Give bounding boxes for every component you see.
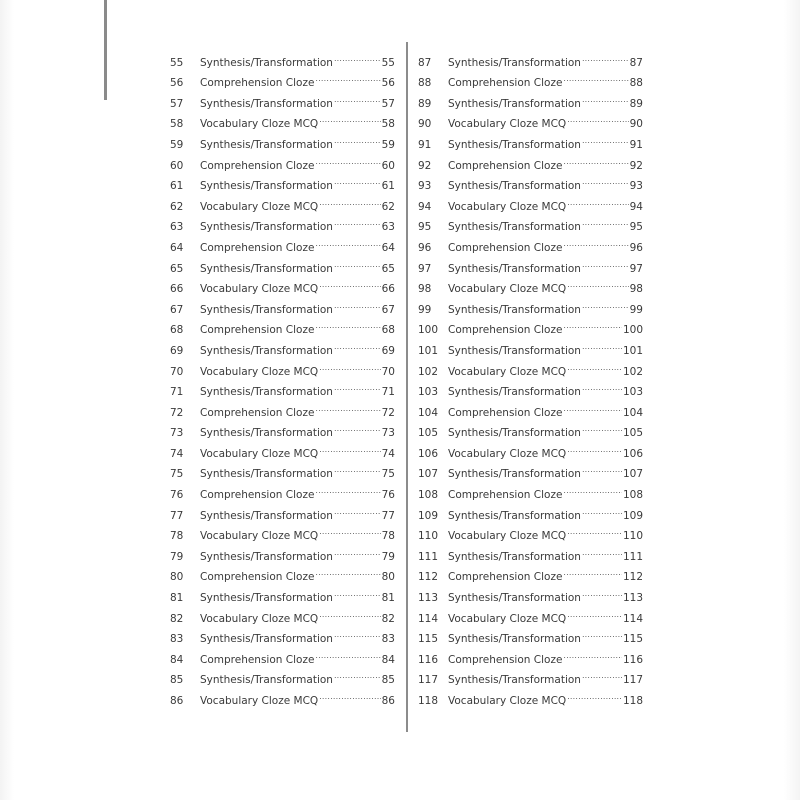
entry-number: 80 (170, 571, 184, 584)
entry-page-number: 112 (622, 571, 643, 584)
dot-leader (582, 251, 629, 272)
entry-number: 64 (170, 241, 184, 254)
entry-page-number: 95 (629, 221, 643, 234)
entry-page-number: 72 (381, 406, 395, 419)
dot-leader (582, 663, 622, 684)
entry-title: Synthesis/Transformation (448, 592, 581, 605)
entry-title: Synthesis/Transformation (448, 550, 581, 563)
entry-title: Synthesis/Transformation (448, 262, 581, 275)
entry-title: Synthesis/Transformation (448, 56, 581, 69)
entry-title: Vocabulary Cloze MCQ (200, 695, 319, 707)
entry-title: Comprehension Cloze (448, 489, 563, 502)
dot-leader (334, 333, 381, 354)
entry-page-number: 104 (622, 406, 643, 419)
entry-page-number: 84 (381, 653, 395, 666)
entry-page-number: 113 (622, 592, 643, 605)
dot-leader (567, 354, 622, 375)
dot-leader (567, 272, 628, 293)
entry-page-number: 74 (381, 447, 395, 460)
entry-number: 106 (418, 447, 439, 460)
entry-page-number: 57 (381, 97, 395, 110)
dot-leader (563, 313, 622, 334)
entry-title: Vocabulary Cloze MCQ (200, 530, 319, 543)
entry-page-number: 92 (629, 159, 643, 172)
entry-number: 94 (418, 200, 432, 213)
dot-leader (334, 539, 381, 560)
entry-page-number: 98 (629, 283, 643, 296)
entry-title: Comprehension Cloze (200, 77, 315, 90)
entry-page-number: 81 (381, 592, 395, 605)
entry-title: Synthesis/Transformation (448, 468, 581, 481)
entry-page-number: 86 (381, 695, 395, 707)
entry-title: Comprehension Cloze (200, 159, 315, 172)
entry-page-number: 61 (381, 180, 395, 193)
entry-page-number: 90 (629, 118, 643, 131)
entry-page-number: 108 (622, 489, 643, 502)
entry-title: Synthesis/Transformation (200, 97, 333, 110)
entry-title: Synthesis/Transformation (200, 56, 333, 69)
dot-leader (334, 498, 381, 519)
entry-page-number: 73 (381, 427, 395, 440)
entry-title: Synthesis/Transformation (200, 509, 333, 522)
entry-title: Synthesis/Transformation (448, 509, 581, 522)
entry-page-number: 89 (629, 97, 643, 110)
dot-leader (334, 169, 381, 190)
dot-leader (334, 375, 381, 396)
entry-page-number: 88 (629, 77, 643, 90)
entry-page-number: 117 (622, 674, 643, 687)
entry-title: Vocabulary Cloze MCQ (200, 283, 319, 296)
dot-leader (334, 251, 381, 272)
entry-number: 112 (418, 571, 439, 584)
entry-number: 66 (170, 283, 184, 296)
entry-title: Synthesis/Transformation (448, 180, 581, 193)
toc-right-column (418, 45, 643, 707)
entry-number: 77 (170, 509, 184, 522)
entry-title: Synthesis/Transformation (448, 674, 581, 687)
entry-number: 57 (170, 97, 184, 110)
dot-leader (319, 683, 380, 704)
entry-number: 76 (170, 489, 184, 502)
dot-leader (567, 107, 628, 128)
entry-number: 109 (418, 509, 439, 522)
entry-number: 116 (418, 653, 439, 666)
dot-leader (582, 580, 622, 601)
dot-leader (315, 477, 380, 498)
entry-title: Synthesis/Transformation (200, 386, 333, 399)
entry-title: Comprehension Cloze (448, 653, 563, 666)
entry-page-number: 93 (629, 180, 643, 193)
dot-leader (334, 127, 381, 148)
dot-leader (563, 477, 622, 498)
entry-title: Vocabulary Cloze MCQ (448, 283, 567, 296)
entry-page-number: 114 (622, 612, 643, 625)
entry-number: 108 (418, 489, 439, 502)
entry-number: 114 (418, 612, 439, 625)
entry-page-number: 79 (381, 550, 395, 563)
entry-number: 107 (418, 468, 439, 481)
entry-title: Synthesis/Transformation (200, 468, 333, 481)
entry-title: Synthesis/Transformation (200, 550, 333, 563)
entry-title: Vocabulary Cloze MCQ (448, 447, 567, 460)
entry-number: 87 (418, 56, 432, 69)
entry-page-number: 78 (381, 530, 395, 543)
entry-page-number: 65 (381, 262, 395, 275)
entry-number: 96 (418, 241, 432, 254)
dot-leader (582, 45, 629, 66)
dot-leader (334, 622, 381, 643)
dot-leader (582, 457, 622, 478)
dot-leader (563, 560, 622, 581)
entry-page-number: 87 (629, 56, 643, 69)
entry-title: Vocabulary Cloze MCQ (448, 530, 567, 543)
entry-title: Vocabulary Cloze MCQ (448, 200, 567, 213)
entry-title: Vocabulary Cloze MCQ (200, 612, 319, 625)
entry-number: 70 (170, 365, 184, 378)
entry-number: 59 (170, 138, 184, 151)
dot-leader (563, 66, 628, 87)
dot-leader (319, 436, 380, 457)
entry-number: 92 (418, 159, 432, 172)
entry-page-number: 107 (622, 468, 643, 481)
entry-title: Synthesis/Transformation (200, 303, 333, 316)
dot-leader (315, 642, 380, 663)
entry-title: Synthesis/Transformation (200, 674, 333, 687)
entry-number: 60 (170, 159, 184, 172)
dot-leader (315, 148, 380, 169)
entry-number: 104 (418, 406, 439, 419)
dot-leader (334, 457, 381, 478)
entry-page-number: 116 (622, 653, 643, 666)
entry-title: Synthesis/Transformation (448, 386, 581, 399)
entry-title: Vocabulary Cloze MCQ (448, 612, 567, 625)
entry-number: 91 (418, 138, 432, 151)
dot-leader (334, 416, 381, 437)
dot-leader (582, 86, 629, 107)
entry-number: 71 (170, 386, 184, 399)
entry-page-number: 66 (381, 283, 395, 296)
entry-title: Synthesis/Transformation (448, 633, 581, 646)
binding-edge-mark (104, 0, 107, 100)
entry-title: Comprehension Cloze (448, 406, 563, 419)
entry-page-number: 63 (381, 221, 395, 234)
entry-title: Comprehension Cloze (448, 571, 563, 584)
entry-number: 73 (170, 427, 184, 440)
entry-page-number: 91 (629, 138, 643, 151)
entry-number: 113 (418, 592, 439, 605)
dot-leader (319, 601, 380, 622)
entry-page-number: 99 (629, 303, 643, 316)
entry-number: 56 (170, 77, 184, 90)
entry-title: Synthesis/Transformation (448, 303, 581, 316)
entry-page-number: 110 (622, 530, 643, 543)
entry-number: 81 (170, 592, 184, 605)
entry-number: 89 (418, 97, 432, 110)
entry-title: Synthesis/Transformation (448, 344, 581, 357)
entry-title: Vocabulary Cloze MCQ (200, 200, 319, 213)
entry-page-number: 82 (381, 612, 395, 625)
entry-title: Synthesis/Transformation (200, 221, 333, 234)
entry-page-number: 70 (381, 365, 395, 378)
dot-leader (567, 601, 622, 622)
entry-number: 102 (418, 365, 439, 378)
entry-page-number: 102 (622, 365, 643, 378)
entry-number: 118 (418, 695, 439, 707)
entry-title: Vocabulary Cloze MCQ (200, 118, 319, 131)
entry-number: 90 (418, 118, 432, 131)
entry-page-number: 101 (622, 344, 643, 357)
dot-leader (319, 107, 380, 128)
entry-number: 103 (418, 386, 439, 399)
entry-title: Synthesis/Transformation (448, 221, 581, 234)
dot-leader (319, 189, 380, 210)
dot-leader (334, 292, 381, 313)
entry-number: 111 (418, 550, 439, 563)
entry-title: Synthesis/Transformation (200, 138, 333, 151)
entry-number: 58 (170, 118, 184, 131)
dot-leader (567, 519, 622, 540)
entry-number: 98 (418, 283, 432, 296)
entry-number: 86 (170, 695, 184, 707)
entry-page-number: 67 (381, 303, 395, 316)
dot-leader (582, 292, 629, 313)
entry-page-number: 115 (622, 633, 643, 646)
toc-entry (418, 45, 643, 69)
dot-leader (582, 127, 629, 148)
dot-leader (567, 683, 622, 704)
entry-title: Synthesis/Transformation (200, 427, 333, 440)
entry-number: 74 (170, 447, 184, 460)
entry-number: 65 (170, 262, 184, 275)
entry-title: Vocabulary Cloze MCQ (448, 365, 567, 378)
entry-title: Comprehension Cloze (200, 571, 315, 584)
entry-page-number: 96 (629, 241, 643, 254)
dot-leader (334, 45, 381, 66)
entry-page-number: 62 (381, 200, 395, 213)
dot-leader (582, 416, 622, 437)
entry-page-number: 83 (381, 633, 395, 646)
entry-page-number: 109 (622, 509, 643, 522)
entry-page-number: 80 (381, 571, 395, 584)
dot-leader (563, 148, 628, 169)
entry-title: Comprehension Cloze (200, 489, 315, 502)
entry-page-number: 64 (381, 241, 395, 254)
entry-title: Synthesis/Transformation (200, 262, 333, 275)
entry-title: Synthesis/Transformation (448, 97, 581, 110)
entry-number: 78 (170, 530, 184, 543)
entry-title: Synthesis/Transformation (448, 427, 581, 440)
dot-leader (563, 642, 622, 663)
entry-title: Comprehension Cloze (448, 241, 563, 254)
entry-number: 82 (170, 612, 184, 625)
dot-leader (582, 375, 622, 396)
dot-leader (315, 230, 380, 251)
entry-page-number: 55 (381, 56, 395, 69)
entry-title: Synthesis/Transformation (200, 344, 333, 357)
entry-number: 83 (170, 633, 184, 646)
dot-leader (315, 560, 380, 581)
entry-number: 84 (170, 653, 184, 666)
entry-number: 79 (170, 550, 184, 563)
entry-title: Comprehension Cloze (200, 406, 315, 419)
entry-title: Comprehension Cloze (200, 324, 315, 337)
entry-page-number: 75 (381, 468, 395, 481)
entry-number: 95 (418, 221, 432, 234)
entry-title: Vocabulary Cloze MCQ (448, 695, 567, 707)
entry-number: 115 (418, 633, 439, 646)
entry-page-number: 58 (381, 118, 395, 131)
column-divider (406, 42, 408, 732)
dot-leader (582, 210, 629, 231)
dot-leader (334, 86, 381, 107)
dot-leader (334, 580, 381, 601)
entry-number: 110 (418, 530, 439, 543)
entry-page-number: 59 (381, 138, 395, 151)
entry-number: 105 (418, 427, 439, 440)
dot-leader (315, 395, 380, 416)
dot-leader (315, 66, 380, 87)
entry-page-number: 85 (381, 674, 395, 687)
entry-number: 85 (170, 674, 184, 687)
entry-number: 68 (170, 324, 184, 337)
entry-number: 99 (418, 303, 432, 316)
entry-number: 97 (418, 262, 432, 275)
entry-page-number: 97 (629, 262, 643, 275)
entry-page-number: 111 (622, 550, 643, 563)
dot-leader (563, 395, 622, 416)
entry-page-number: 77 (381, 509, 395, 522)
entry-page-number: 60 (381, 159, 395, 172)
entry-number: 67 (170, 303, 184, 316)
dot-leader (319, 354, 380, 375)
toc-left-column (170, 45, 395, 707)
entry-number: 62 (170, 200, 184, 213)
dot-leader (567, 189, 628, 210)
entry-number: 72 (170, 406, 184, 419)
entry-number: 63 (170, 221, 184, 234)
entry-page-number: 105 (622, 427, 643, 440)
entry-page-number: 94 (629, 200, 643, 213)
entry-title: Synthesis/Transformation (200, 592, 333, 605)
dot-leader (334, 663, 381, 684)
entry-page-number: 76 (381, 489, 395, 502)
entry-page-number: 71 (381, 386, 395, 399)
dot-leader (582, 498, 622, 519)
dot-leader (582, 169, 629, 190)
entry-number: 61 (170, 180, 184, 193)
dot-leader (315, 313, 380, 334)
entry-title: Comprehension Cloze (200, 241, 315, 254)
entry-page-number: 69 (381, 344, 395, 357)
entry-number: 88 (418, 77, 432, 90)
entry-title: Comprehension Cloze (448, 77, 563, 90)
dot-leader (582, 622, 622, 643)
entry-title: Synthesis/Transformation (448, 138, 581, 151)
toc-entry (170, 45, 395, 69)
dot-leader (334, 210, 381, 231)
entry-number: 117 (418, 674, 439, 687)
entry-page-number: 103 (622, 386, 643, 399)
entry-number: 101 (418, 344, 439, 357)
entry-number: 100 (418, 324, 439, 337)
dot-leader (582, 333, 622, 354)
entry-page-number: 100 (622, 324, 643, 337)
entry-number: 69 (170, 344, 184, 357)
entry-number: 75 (170, 468, 184, 481)
dot-leader (563, 230, 628, 251)
entry-title: Comprehension Cloze (448, 324, 563, 337)
dot-leader (319, 519, 380, 540)
entry-title: Vocabulary Cloze MCQ (200, 365, 319, 378)
entry-page-number: 56 (381, 77, 395, 90)
entry-number: 93 (418, 180, 432, 193)
entry-title: Synthesis/Transformation (200, 633, 333, 646)
entry-page-number: 118 (622, 695, 643, 707)
entry-title: Vocabulary Cloze MCQ (448, 118, 567, 131)
entry-number: 55 (170, 56, 184, 69)
dot-leader (567, 436, 622, 457)
entry-title: Comprehension Cloze (200, 653, 315, 666)
entry-title: Synthesis/Transformation (200, 180, 333, 193)
entry-title: Vocabulary Cloze MCQ (200, 447, 319, 460)
entry-page-number: 106 (622, 447, 643, 460)
entry-title: Comprehension Cloze (448, 159, 563, 172)
entry-page-number: 68 (381, 324, 395, 337)
dot-leader (319, 272, 380, 293)
dot-leader (582, 539, 622, 560)
